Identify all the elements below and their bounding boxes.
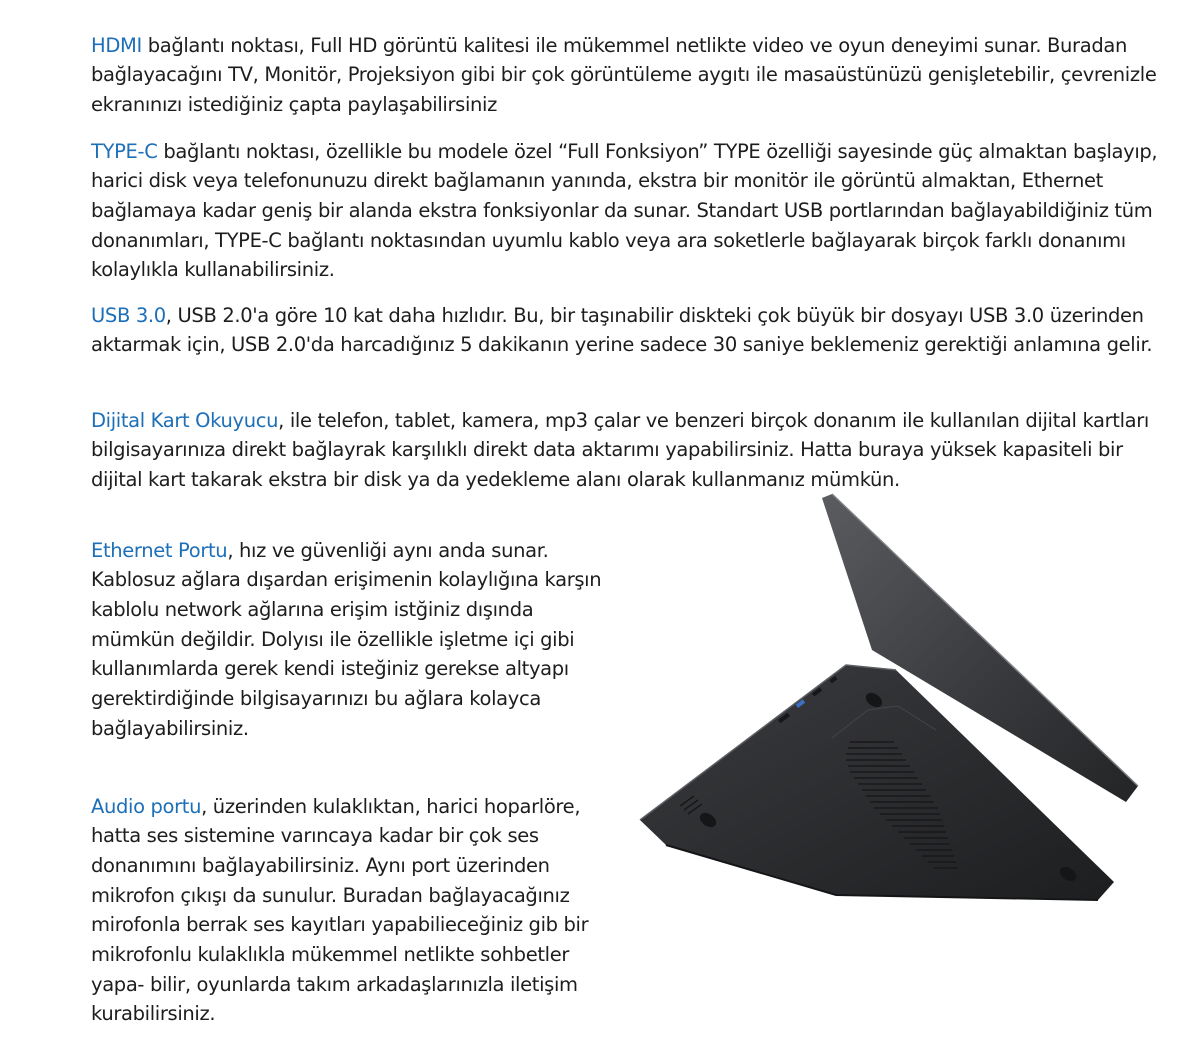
audio-paragraph — [91, 792, 621, 1030]
typec-description: bağlantı noktası, özellikle bu modele özel “Full Fonksiyon” TYPE özelliği sayesinde güç almaktan başlayıp, harici disk veya telefonunuzu direkt bağlamanın yanında, ekstra bir monitör ile görüntü almaktan, Ethernet bağlamaya kadar geniş bir alanda ekstra fonksiyonlar da sunar. Standart USB portlarından bağlayabildiğiniz tüm donanımları, TYPE-C bağlantı noktasından uyumlu kablo veya ara soketlerle bağlayarak birçok farklı donanımı kolaylıkla kullanabilirsiniz. — [91, 139, 1158, 282]
card-reader-description: , ile telefon, tablet, kamera, mp3 çalar ve benzeri birçok donanım ile kullanılan dijital kartları bilgisayarınıza direkt bağlayrak karşılıklı direkt data aktarımı yapabilirsiniz. Hatta buraya yüksek kapasiteli bir dijital kart takarak ekstra bir disk ya da yedekleme alanı olarak kullanmanız mümkün. — [91, 408, 1150, 491]
usb-paragraph — [91, 301, 1161, 360]
usb-description: , USB 2.0'a göre 10 kat daha hızlıdır. Bu, bir taşınabilir diskteki çok büyük bir dosyayı USB 3.0 üzerinden aktarmak için, USB 2.0'da harcadığınız 5 dakikanın yerine sadece 30 saniye beklemeniz gerektiği anlamına gelir. — [91, 303, 1153, 357]
typec-paragraph — [91, 137, 1161, 286]
hdmi-description: bağlantı noktası, Full HD görüntü kalitesi ile mükemmel netlikte video ve oyun deneyimi sunar. Buradan bağlayacağını TV, Monitör, Projeksiyon gibi bir çok görüntüleme aygıtı ile masaüstünüzü genişletebilir, çevrenizle ekranınızı istediğiniz çapta paylaşabilirsiniz — [91, 33, 1157, 116]
card-reader-keyword: Dijital Kart Okuyucu — [91, 408, 279, 432]
laptop-image — [636, 490, 1146, 910]
audio-description: , üzerinden kulaklıktan, harici hoparlöre, hatta ses sistemine varıncaya kadar bir çok ses donanımını bağlayabilirsiniz. Aynı port üzerinden mikrofon çıkışı da sunulur. Buradan bağlayacağınız mirofonla berrak ses kayıtları yapabilieceğiniz gib bir mikrofonlu kulaklıkla mükemmel netlikte sohbetler yapa- bilir, oyunlarda takım arkadaşlarınızla iletişim kurabilirsiniz. — [91, 794, 589, 1026]
usb-keyword: USB 3.0 — [91, 303, 166, 327]
ethernet-paragraph — [91, 536, 621, 744]
ethernet-keyword: Ethernet Portu — [91, 538, 228, 562]
ethernet-description: , hız ve güvenliği aynı anda sunar. Kablosuz ağlara dışardan erişimenin kolaylığına karşın kablolu network ağlarına erişim istğiniz dışında mümkün değildir. Dolyısı ile özellikle işletme içi gibi kullanımlarda gerek kendi isteğiniz gerekse altyapı gerektirdiğinde bilgisayarınızı bu ağlara kolayca bağlayabilirsiniz. — [91, 538, 602, 740]
hdmi-keyword: HDMI — [91, 33, 142, 57]
audio-keyword: Audio portu — [91, 794, 202, 818]
card-reader-paragraph — [91, 406, 1161, 495]
typec-keyword: TYPE-C — [91, 139, 158, 163]
hdmi-paragraph — [91, 31, 1161, 120]
